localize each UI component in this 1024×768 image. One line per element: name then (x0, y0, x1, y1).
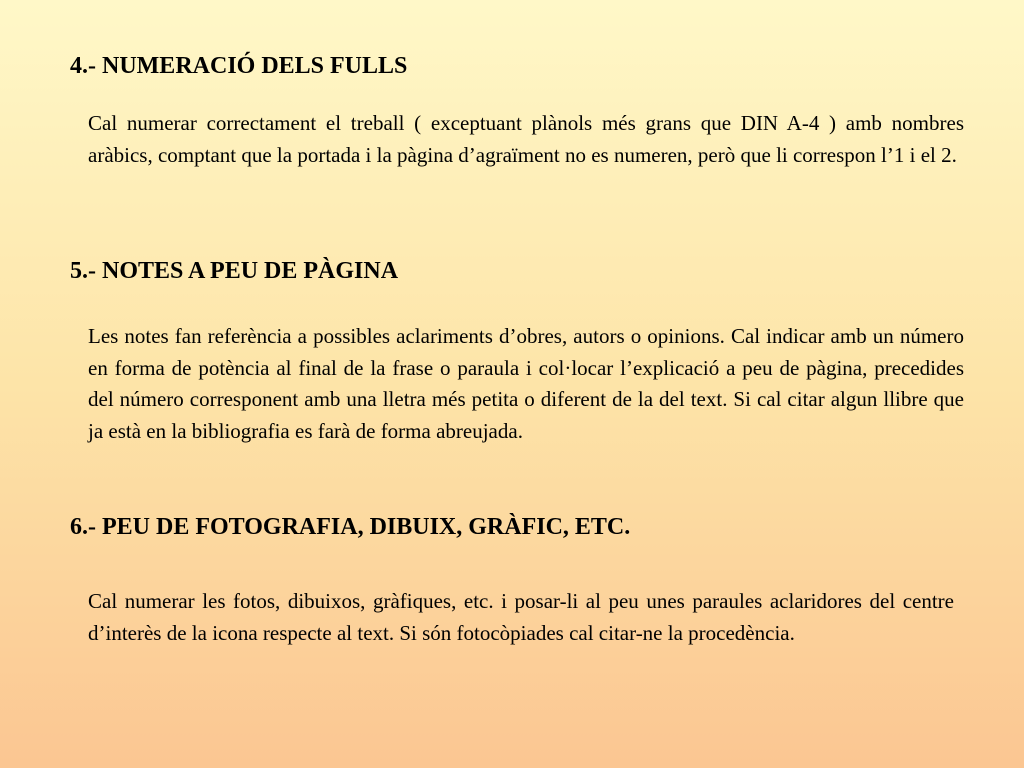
section-body-peu-fotografia: Cal numerar les fotos, dibuixos, gràfiques, etc. i posar-li al peu unes paraules aclaridores del centre d’interès de la icona respecte al text. Si són fotocòpiades cal citar-ne la procedència. (88, 589, 954, 645)
section-body-numeracio: Cal numerar correctament el treball ( exceptuant plànols més grans que DIN A-4 ) amb nombres aràbics, comptant que la portada i la pàgina d’agraïment no es numeren, però que li correspon l’1 i el 2. (88, 111, 964, 167)
section-body-notes: Les notes fan referència a possibles aclariments d’obres, autors o opinions. Cal indicar amb un número en forma de potència al final de la frase o paraula i col·locar l’explicació a peu de pàgina, precedides del número corresponent amb una lletra més petita o diferent de la del text. Si cal citar algun llibre que ja està en la bibliografia es farà de forma abreujada. (88, 324, 964, 443)
section-heading-peu-fotografia: 6.- PEU DE FOTOGRAFIA, DIBUIX, GRÀFIC, ETC. (70, 514, 631, 540)
section-heading-notes: 5.- NOTES A PEU DE PÀGINA (70, 258, 399, 284)
section-heading-numeracio: 4.- NUMERACIÓ DELS FULLS (70, 53, 408, 79)
